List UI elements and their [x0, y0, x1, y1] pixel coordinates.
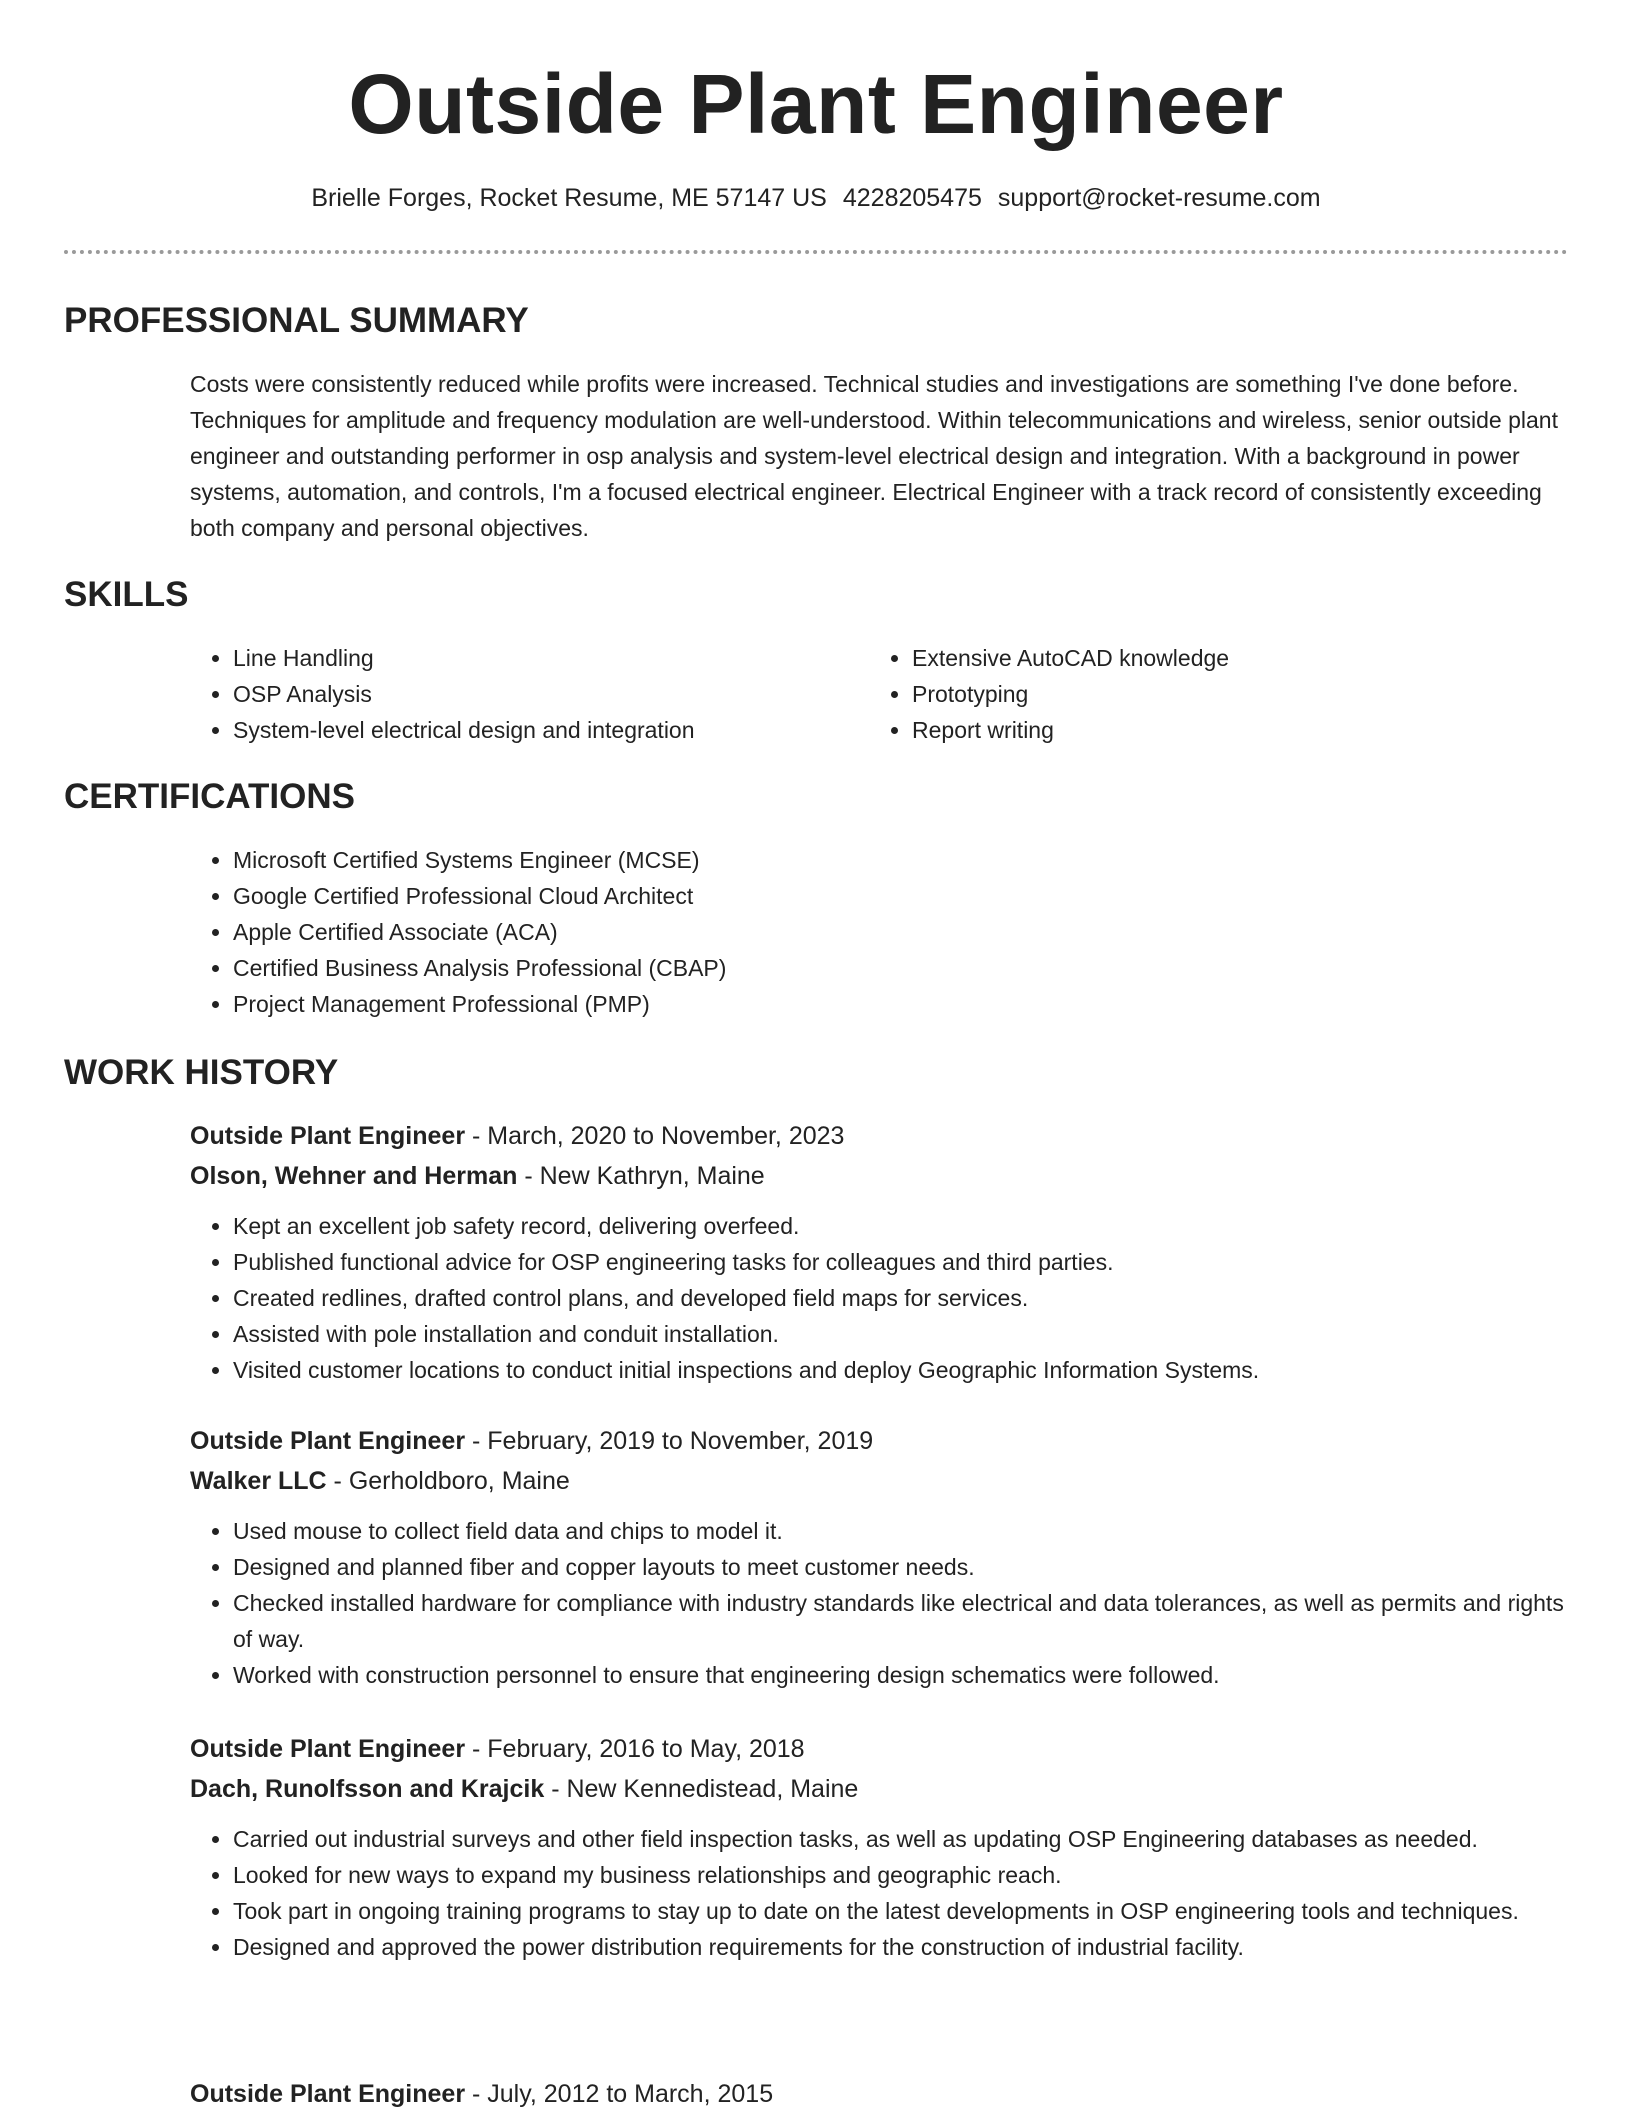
job-bullet: • Assisted with pole installation and conduit installation. [233, 1316, 1570, 1352]
job-company-line [190, 1769, 1570, 1809]
certification-item: • Certified Business Analysis Professional (CBAP) [233, 950, 1570, 986]
job-bullet: • Used mouse to collect field data and chips to model it. [233, 1513, 1570, 1549]
contact-address: Brielle Forges, Rocket Resume, ME 57147 US [311, 184, 827, 212]
job-dates: - February, 2019 to November, 2019 [465, 1427, 874, 1455]
job-location: - New Kennedistead, Maine [544, 1775, 859, 1803]
job-bullet: • Carried out industrial surveys and other field inspection tasks, as well as updating OSP Engineering databases as needed. [233, 1821, 1570, 1857]
certification-item: • Apple Certified Associate (ACA) [233, 914, 1570, 950]
certification-item: • Microsoft Certified Systems Engineer (MCSE) [233, 842, 1570, 878]
job-company: Walker LLC [190, 1467, 327, 1495]
job-bullet: • Checked installed hardware for compliance with industry standards like electrical and data tolerances, as well as permits and rights of way. [233, 1585, 1570, 1657]
job-bullet: • Created redlines, drafted control plans, and developed field maps for services. [233, 1280, 1570, 1316]
job-location: - Gerholdboro, Maine [326, 1467, 570, 1495]
job-bullet: • Worked with construction personnel to ensure that engineering design schematics were followed. [233, 1657, 1570, 1693]
job-bullets [190, 1208, 1570, 1388]
resume-title: Outside Plant Engineer [348, 57, 1284, 151]
work-history-heading: WORK HISTORY [64, 1053, 339, 1092]
job-entry [190, 2074, 1570, 2114]
job-title: Outside Plant Engineer [190, 1122, 466, 1150]
job-location: - New Kathryn, Maine [517, 1162, 765, 1190]
job-dates: - July, 2012 to March, 2015 [465, 2080, 774, 2108]
certifications-heading: CERTIFICATIONS [64, 777, 356, 816]
job-dates: - February, 2016 to May, 2018 [465, 1735, 805, 1763]
skills-heading: SKILLS [64, 575, 189, 614]
skill-item: • System-level electrical design and integration [233, 712, 870, 748]
skills-list-left [190, 640, 870, 748]
job-company-line [190, 1156, 1570, 1196]
job-company: Olson, Wehner and Herman [190, 1162, 518, 1190]
contact-line [0, 181, 1632, 215]
job-title-line [190, 1421, 1570, 1461]
job-entry [190, 1116, 1570, 1388]
job-dates: - March, 2020 to November, 2023 [465, 1122, 845, 1150]
job-title-line [190, 1116, 1570, 1156]
summary-heading: PROFESSIONAL SUMMARY [64, 301, 529, 340]
skills-column-right [869, 640, 1549, 748]
job-company-line [190, 1461, 1570, 1501]
certifications-list [190, 842, 1570, 1022]
job-bullet: • Took part in ongoing training programs to stay up to date on the latest developments in OSP engineering tools and techniques. [233, 1893, 1570, 1929]
job-title: Outside Plant Engineer [190, 1427, 466, 1455]
job-title: Outside Plant Engineer [190, 2080, 466, 2108]
certification-item: • Google Certified Professional Cloud Architect [233, 878, 1570, 914]
certifications-block [190, 842, 1570, 1022]
job-company: Dach, Runolfsson and Krajcik [190, 1775, 545, 1803]
job-title-line [190, 1729, 1570, 1769]
header-divider [64, 250, 1568, 254]
job-title-line [190, 2074, 1570, 2114]
job-bullets [190, 1821, 1570, 1965]
job-bullet: • Designed and approved the power distribution requirements for the construction of industrial facility. [233, 1929, 1570, 1965]
contact-email: support@rocket-resume.com [997, 184, 1321, 212]
job-bullet: • Visited customer locations to conduct initial inspections and deploy Geographic Information Systems. [233, 1352, 1570, 1388]
job-entry [190, 1729, 1570, 1965]
skill-item: • Extensive AutoCAD knowledge [912, 640, 1549, 676]
job-bullet: • Looked for new ways to expand my business relationships and geographic reach. [233, 1857, 1570, 1893]
job-bullet: • Kept an excellent job safety record, delivering overfeed. [233, 1208, 1570, 1244]
job-bullets [190, 1513, 1570, 1693]
skills-column-left [190, 640, 870, 748]
certification-item: • Project Management Professional (PMP) [233, 986, 1570, 1022]
skill-item: • Report writing [912, 712, 1549, 748]
skill-item: • Line Handling [233, 640, 870, 676]
job-bullet: • Designed and planned fiber and copper layouts to meet customer needs. [233, 1549, 1570, 1585]
job-title: Outside Plant Engineer [190, 1735, 466, 1763]
job-bullet: • Published functional advice for OSP engineering tasks for colleagues and third parties. [233, 1244, 1570, 1280]
skills-list-right [869, 640, 1549, 748]
skill-item: • OSP Analysis [233, 676, 870, 712]
skill-item: • Prototyping [912, 676, 1549, 712]
job-entry [190, 1421, 1570, 1693]
summary-text: Costs were consistently reduced while profits were increased. Technical studies and investigations are something I've done before. Techniques for amplitude and frequency modulation are well-understood. Within telecommunications and wireless, senior outside plant engineer and outstanding performer in osp analysis and system-level electrical design and integration. With a background in power systems, automation, and controls, I'm a focused electrical engineer. Electrical Engineer with a track record of consistently exceeding both company and personal objectives. [190, 371, 1558, 541]
contact-phone: 4228205475 [842, 184, 982, 212]
